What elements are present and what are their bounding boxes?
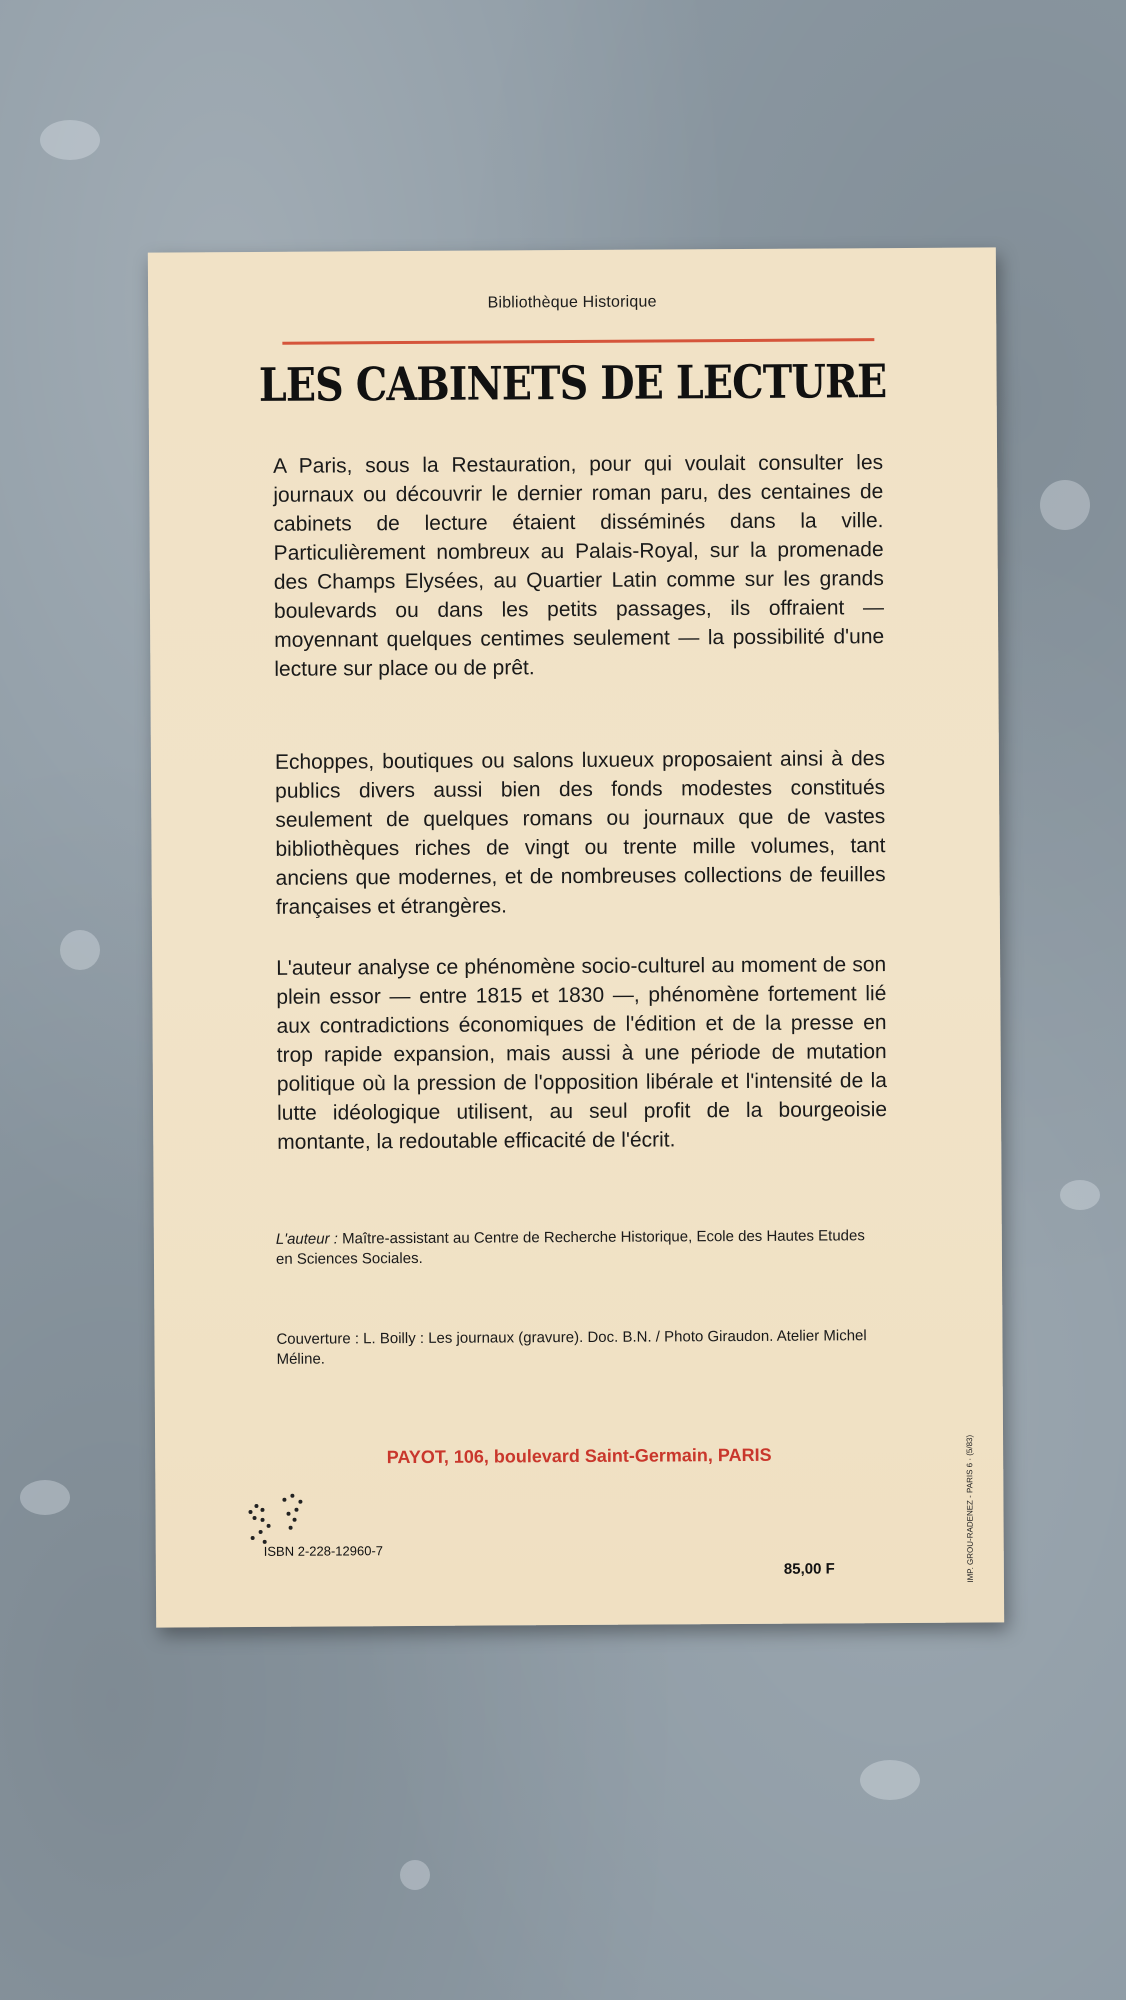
author-note-text: Maître-assistant au Centre de Recherche Historique, Ecole des Hautes Etudes en Sciences Sociales.: [275, 1227, 865, 1268]
blurb-paragraph-3: L'auteur analyse ce phénomène socio-culturel au moment de son plein essor — entre 1815 et 1830 —, phénomène fortement lié aux contradictions économiques de l'édition et de la presse en trop rapide expansion, mais aussi à une période de mutation politique où la pression de l'opposition libérale et l'intensité de la lutte idéologique utilisent, au seul profit de la bourgeoisie montante, la redoutable efficacité de l'écrit.: [276, 953, 888, 1154]
isbn: ISBN 2-228-12960-7: [263, 1543, 384, 1559]
blurb-paragraph-2: Echoppes, boutiques ou salons luxueux proposaient ainsi à des publics divers aussi bien des fonds modestes constitués seulement de quelques romans ou journaux que de vastes bibliothèques riches de vingt ou trente mille volumes, tant anciens que modernes, et de nombreuses collections de feuilles françaises et étrangères.: [274, 747, 886, 919]
author-note: [276, 1226, 876, 1270]
background-speck: [1060, 1180, 1100, 1210]
background-speck: [20, 1480, 70, 1515]
background-speck: [40, 120, 100, 160]
cover-credit: Couverture : L. Boilly : Les journaux (gravure). Doc. B.N. / Photo Giraudon. Atelier Michel Méline.: [276, 1327, 867, 1368]
printer-imprint: IMP. GROU-RADENEZ - PARIS 6 · (5/83): [965, 1434, 975, 1583]
author-note-label: L'auteur :: [275, 1230, 338, 1248]
background-speck: [400, 1860, 430, 1890]
book-title: LES CABINETS DE LECTURE: [258, 354, 887, 412]
background-speck: [860, 1760, 920, 1800]
background-speck: [1040, 480, 1090, 530]
blurb-paragraph-1: A Paris, sous la Restauration, pour qui voulait consulter les journaux ou découvrir le dernier roman paru, des centaines de cabinets de lecture étaient disséminés dans la ville. Particulièrement nombreux au Palais-Royal, sur la promenade des Champs Elysées, au Quartier Latin comme sur les grands boulevards ou dans les petits passages, ils offraient — moyennant quelques centimes seulement — la possibilité d'une lecture sur place ou de prêt.: [273, 451, 885, 681]
red-divider: [282, 338, 874, 345]
background-speck: [60, 930, 100, 970]
price: 85,00 F: [783, 1560, 835, 1578]
series-name: Bibliothèque Historique: [487, 293, 657, 312]
publisher-address: PAYOT, 106, boulevard Saint-Germain, PARIS: [386, 1444, 772, 1468]
book-back-cover: [148, 247, 1004, 1627]
